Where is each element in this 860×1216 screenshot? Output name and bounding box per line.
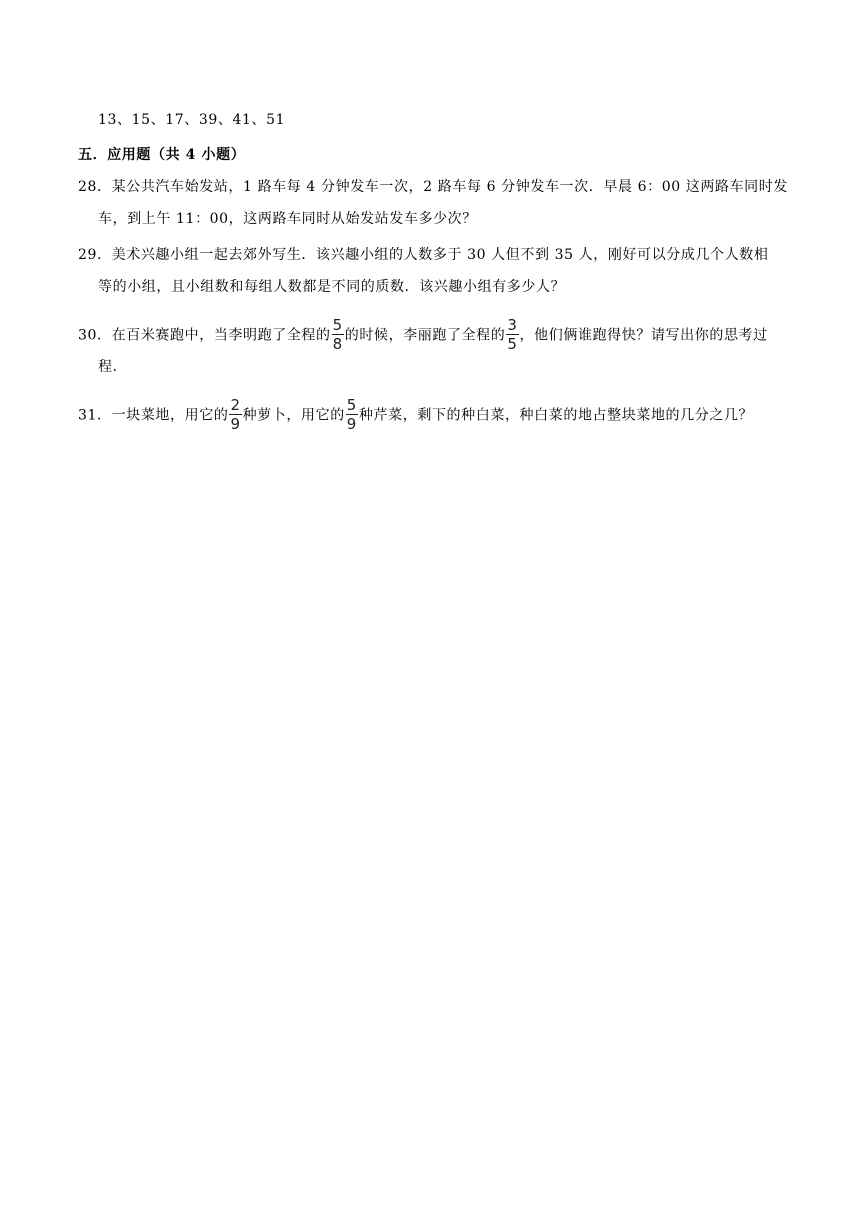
question-text: ，他们俩谁跑得快？请写出你的思考过 [519,327,768,344]
fraction-five-eighths [332,317,344,352]
question-28-line-1 [78,177,788,197]
question-number: 28． [78,179,112,195]
question-30-line-1 [78,316,768,353]
fraction-denominator: 9 [346,415,357,433]
previous-answer-line: 13、15、17、39、41、51 [98,112,286,128]
question-30-line-2 [98,357,127,377]
question-text: 一块菜地，用它的 [111,407,229,424]
question-text: 在百米赛跑中，当李明跑了全程的 [111,327,331,344]
question-number: 30． [78,327,112,344]
question-number: 29． [78,247,112,263]
question-text: 车，到上午 11：00，这两路车同时从始发站发车多少次？ [98,211,477,227]
question-29-line-2 [98,277,565,297]
fraction-denominator: 8 [332,335,343,353]
question-text: 的时候，李丽跑了全程的 [344,327,506,344]
question-text: 种萝卜，用它的 [242,407,345,424]
question-28-line-2 [98,209,477,229]
question-31-line-1 [78,396,754,433]
question-text: 某公共汽车始发站，1 路车每 4 分钟发车一次，2 路车每 6 分钟发车一次．早晨 6：00 这两路车同时发 [111,179,788,195]
question-text: 种芹菜，剩下的种白菜，种白菜的地占整块菜地的几分之几？ [358,407,754,424]
fraction-denominator: 9 [230,415,241,433]
question-text: 等的小组，且小组数和每组人数都是不同的质数．该兴趣小组有多少人？ [98,279,566,295]
fraction-numerator: 5 [346,396,357,414]
fraction-two-ninths [229,397,241,432]
question-number: 31． [78,407,112,424]
fraction-three-fifths [506,317,518,352]
section-heading: 五．应用题（共 4 小题） [78,147,246,163]
question-text: 美术兴趣小组一起去郊外写生．该兴趣小组的人数多于 30 人但不到 35 人，刚好可以分成几个人数相 [111,247,769,263]
fraction-five-ninths [346,397,358,432]
fraction-numerator: 3 [507,316,518,334]
fraction-numerator: 2 [230,396,241,414]
question-29-line-1 [78,245,768,265]
fraction-denominator: 5 [507,335,518,353]
question-text: 程． [98,359,128,375]
fraction-numerator: 5 [332,316,343,334]
